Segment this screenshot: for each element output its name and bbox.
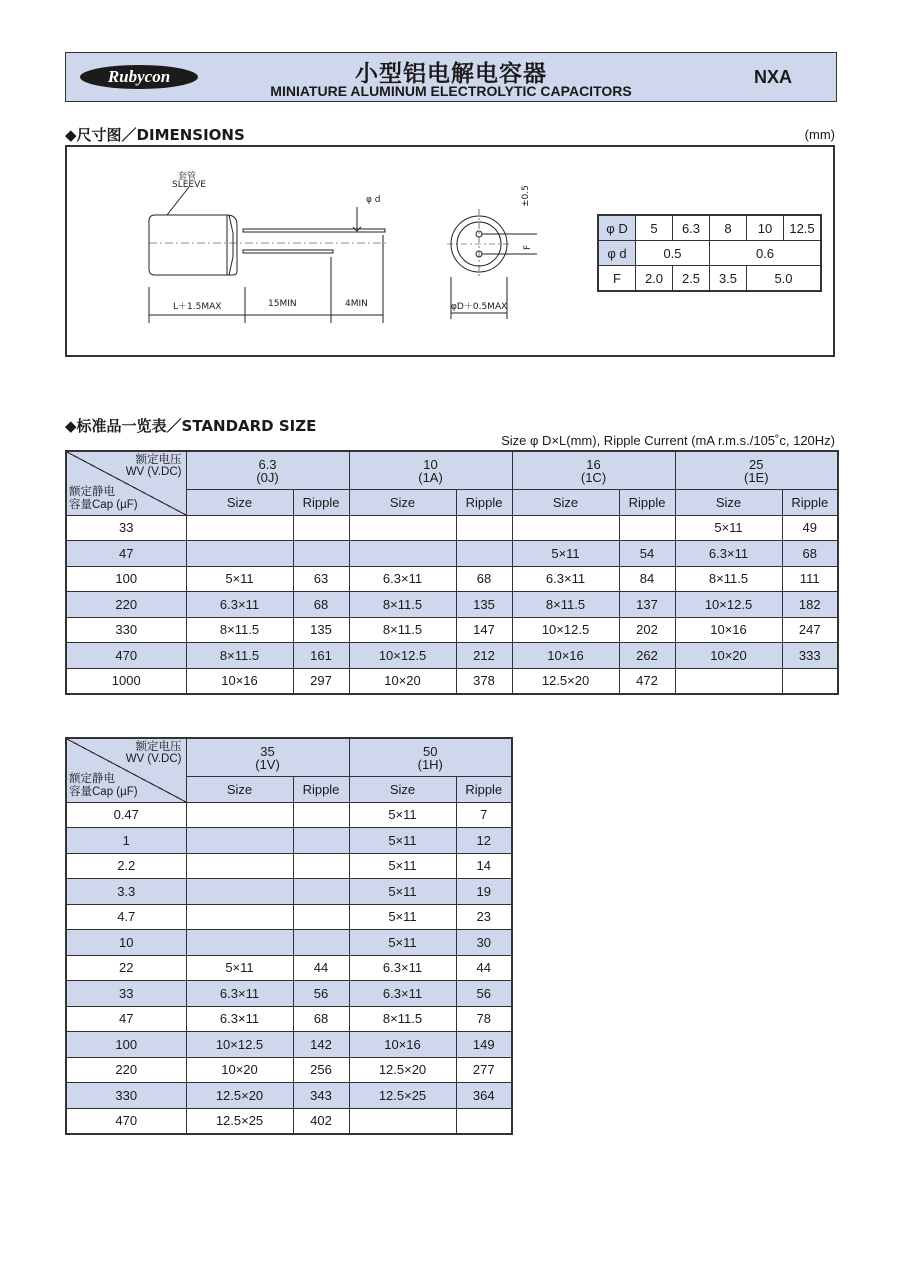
table-row [66,1057,512,1083]
size-cell: 6.3×11 [186,981,293,1007]
size-cell [186,828,293,854]
size-cell: 6.3×11 [349,955,456,981]
ripple-cell: 44 [293,955,349,981]
standard-size-table-1 [65,450,839,695]
voltage-header [512,451,675,490]
voltage-header-row [66,738,512,777]
table-row [66,515,838,541]
table-row [66,1006,512,1032]
ripple-cell: 56 [293,981,349,1007]
ripple-column-header: Ripple [782,490,838,516]
size-cell [349,541,456,567]
size-cell [186,515,293,541]
wv-label-cn: 额定电压 [135,454,182,466]
voltage-value: 16 [586,456,601,472]
wv-label-en: WV (V.DC) [125,753,182,765]
voltage-value: 35 [260,743,275,759]
table-row [66,643,838,669]
size-cell: 12.5×20 [186,1083,293,1109]
size-cell: 5×11 [675,515,782,541]
sleeve-label-cn: 套管 [178,172,197,182]
capacitance-cell: 33 [66,515,186,541]
capacitance-cell: 100 [66,566,186,592]
table-cell: 5 [636,215,673,241]
voltage-value: 10 [423,456,438,472]
ripple-cell: 84 [619,566,675,592]
voltage-header [349,451,512,490]
size-cell: 10×16 [349,1032,456,1058]
ripple-cell: 149 [456,1032,512,1058]
table-cell: 10 [747,215,784,241]
table-row [66,592,838,618]
ripple-cell: 247 [782,617,838,643]
ripple-cell: 68 [293,592,349,618]
dimensions-panel [65,145,835,357]
capacitance-cell: 1000 [66,668,186,694]
size-cell: 10×12.5 [675,592,782,618]
table-cell: 5.0 [747,266,822,292]
diameter-max-label: φD＋0.5MAX [451,302,508,312]
ripple-cell: 402 [293,1108,349,1134]
capacitance-cell: 33 [66,981,186,1007]
voltage-value: 25 [749,456,764,472]
lead-4min-label: 4MIN [345,299,368,309]
ripple-cell: 54 [619,541,675,567]
tolerance-label: ±0.5 [521,185,531,207]
size-cell: 12.5×25 [349,1083,456,1109]
cap-label [69,486,138,512]
size-cell: 10×20 [675,643,782,669]
table-cell: 8 [710,215,747,241]
wv-label [126,454,182,478]
capacitance-cell: 10 [66,930,186,956]
size-cell: 8×11.5 [349,617,456,643]
ripple-cell: 63 [293,566,349,592]
ripple-cell: 23 [456,904,512,930]
ripple-cell: 161 [293,643,349,669]
capacitance-cell: 4.7 [66,904,186,930]
table-row [66,1032,512,1058]
table-row [66,541,838,567]
ripple-cell: 472 [619,668,675,694]
ripple-cell: 19 [456,879,512,905]
ripple-cell [619,515,675,541]
cap-label-en: 容量Cap (µF) [69,498,138,511]
row-label-d: φ d [598,241,636,266]
capacitance-cell: 3.3 [66,879,186,905]
ripple-cell: 44 [456,955,512,981]
table-row [66,955,512,981]
capacitance-cell: 330 [66,617,186,643]
capacitance-cell: 470 [66,1108,186,1134]
voltage-code: (1H) [417,756,443,772]
capacitance-cell: 1 [66,828,186,854]
voltage-header [675,451,838,490]
size-column-header: Size [512,490,619,516]
ripple-cell: 277 [456,1057,512,1083]
ripple-cell: 147 [456,617,512,643]
voltage-header-row [66,451,838,490]
size-cell: 10×16 [186,668,293,694]
ripple-cell [293,828,349,854]
size-cell: 10×16 [675,617,782,643]
capacitance-cell: 220 [66,592,186,618]
ripple-cell [293,930,349,956]
voltage-code: (0J) [256,469,279,485]
voltage-header [186,738,349,777]
ripple-cell: 212 [456,643,512,669]
ripple-cell [293,879,349,905]
ripple-cell: 68 [293,1006,349,1032]
lead-dimension-table [597,214,822,292]
table-cell: 2.0 [636,266,673,292]
capacitor-dimension-drawing [67,147,537,347]
capacitance-cell: 330 [66,1083,186,1109]
series-code: NXA [753,67,792,87]
standard-size-table-2 [65,737,513,1135]
size-cell: 10×12.5 [186,1032,293,1058]
ripple-cell: 30 [456,930,512,956]
size-cell [186,802,293,828]
size-cell: 12.5×20 [512,668,619,694]
table-row [66,1108,512,1134]
ripple-cell: 256 [293,1057,349,1083]
size-cell: 6.3×11 [512,566,619,592]
ripple-cell: 137 [619,592,675,618]
table-row [66,904,512,930]
ripple-cell: 68 [782,541,838,567]
cap-label-en: 容量Cap (µF) [69,785,138,798]
ripple-column-header: Ripple [619,490,675,516]
size-cell [349,1108,456,1134]
size-cell: 5×11 [186,566,293,592]
ripple-cell: 333 [782,643,838,669]
size-cell: 6.3×11 [675,541,782,567]
lead-15min-label: 15MIN [268,299,297,309]
size-cell [675,668,782,694]
ripple-cell: 14 [456,853,512,879]
ripple-cell [293,541,349,567]
cap-label-cn: 额定静电 [69,485,115,498]
standard-size-note: Size φ D×L(mm), Ripple Current (mA r.m.s./105˚c, 120Hz) [501,433,835,448]
ripple-cell: 343 [293,1083,349,1109]
size-cell: 10×20 [349,668,456,694]
table-cell: 3.5 [710,266,747,292]
wv-label-cn: 额定电压 [135,741,182,753]
size-cell: 6.3×11 [349,566,456,592]
ripple-cell: 78 [456,1006,512,1032]
ripple-cell [293,853,349,879]
table-row [66,930,512,956]
cap-label [69,773,138,799]
capacitance-cell: 220 [66,1057,186,1083]
size-cell [349,515,456,541]
capacitance-cell: 47 [66,1006,186,1032]
wv-label [126,741,182,765]
ripple-cell: 297 [293,668,349,694]
ripple-cell [293,802,349,828]
size-cell: 5×11 [349,904,456,930]
ripple-cell: 378 [456,668,512,694]
size-cell: 6.3×11 [186,1006,293,1032]
table-row [66,879,512,905]
size-cell: 5×11 [349,802,456,828]
table-row [66,1083,512,1109]
size-cell: 5×11 [186,955,293,981]
table-cell: 0.6 [710,241,822,266]
table-row [66,617,838,643]
length-label: L＋1.5MAX [173,302,222,312]
voltage-header [349,738,512,777]
size-cell: 8×11.5 [186,617,293,643]
ripple-cell [293,904,349,930]
size-cell: 8×11.5 [512,592,619,618]
ripple-cell [456,1108,512,1134]
table-cell: 6.3 [673,215,710,241]
row-label-F: F [598,266,636,292]
voltage-code: (1C) [580,469,607,485]
ripple-cell: 142 [293,1032,349,1058]
size-column-header: Size [186,490,293,516]
table-cell: 12.5 [784,215,822,241]
ripple-cell: 12 [456,828,512,854]
ripple-cell: 111 [782,566,838,592]
cap-label-cn: 额定静电 [69,772,115,785]
header-banner [65,52,837,102]
ripple-column-header: Ripple [456,777,512,803]
size-cell: 5×11 [512,541,619,567]
ripple-cell: 262 [619,643,675,669]
ripple-cell: 68 [456,566,512,592]
voltage-value: 6.3 [258,456,277,472]
table-row [66,668,838,694]
table-row [66,853,512,879]
size-cell: 12.5×20 [349,1057,456,1083]
ripple-cell: 364 [456,1083,512,1109]
dimensions-heading: ◆尺寸图／DIMENSIONS [65,126,245,144]
capacitance-cell: 47 [66,541,186,567]
size-cell: 5×11 [349,879,456,905]
sleeve-label-en: SLEEVE [172,180,206,190]
size-cell: 5×11 [349,828,456,854]
size-cell [186,879,293,905]
size-column-header: Size [675,490,782,516]
size-cell: 10×12.5 [349,643,456,669]
size-cell [512,515,619,541]
capacitance-cell: 470 [66,643,186,669]
ripple-cell [293,515,349,541]
pitch-label: F [523,244,533,250]
capacitance-cell: 100 [66,1032,186,1058]
size-cell: 6.3×11 [349,981,456,1007]
ripple-column-header: Ripple [293,777,349,803]
capacitance-cell: 2.2 [66,853,186,879]
corner-header-cell [66,738,186,802]
ripple-column-header: Ripple [293,490,349,516]
standard-size-heading: ◆标准品一览表／STANDARD SIZE [65,417,317,435]
title-chinese: 小型铝电解电容器 [355,61,547,87]
size-cell: 6.3×11 [186,592,293,618]
size-cell: 5×11 [349,853,456,879]
title-english: MINIATURE ALUMINUM ELECTROLYTIC CAPACITORS [270,83,632,99]
corner-header-cell [66,451,186,515]
ripple-cell: 49 [782,515,838,541]
lead-diameter-label: φ d [366,195,381,205]
size-column-header: Size [349,490,456,516]
size-column-header: Size [186,777,293,803]
size-cell: 10×20 [186,1057,293,1083]
size-cell [186,930,293,956]
ripple-cell [456,541,512,567]
table-row [66,828,512,854]
unit-label: (mm) [804,127,835,142]
voltage-code: (1E) [743,469,769,485]
ripple-cell: 202 [619,617,675,643]
wv-label-en: WV (V.DC) [125,466,182,478]
voltage-code: (1A) [418,469,443,485]
ripple-cell: 182 [782,592,838,618]
voltage-header [186,451,349,490]
size-cell: 5×11 [349,930,456,956]
size-column-header: Size [349,777,456,803]
ripple-cell: 135 [293,617,349,643]
size-cell [186,853,293,879]
ripple-cell [456,515,512,541]
ripple-cell: 56 [456,981,512,1007]
row-label-D: φ D [598,215,636,241]
size-cell: 8×11.5 [186,643,293,669]
table-row [66,981,512,1007]
voltage-code: (1V) [255,756,280,772]
size-cell: 10×12.5 [512,617,619,643]
capacitance-cell: 0.47 [66,802,186,828]
size-cell: 8×11.5 [349,1006,456,1032]
rubycon-logo: Rubycon [80,65,198,89]
ripple-cell [782,668,838,694]
size-cell: 10×16 [512,643,619,669]
table-cell: 0.5 [636,241,710,266]
ripple-cell: 135 [456,592,512,618]
capacitance-cell: 22 [66,955,186,981]
ripple-column-header: Ripple [456,490,512,516]
table-row [66,802,512,828]
size-cell [186,541,293,567]
size-cell: 12.5×25 [186,1108,293,1134]
size-cell: 8×11.5 [675,566,782,592]
ripple-cell: 7 [456,802,512,828]
voltage-value: 50 [423,743,438,759]
size-cell: 8×11.5 [349,592,456,618]
size-cell [186,904,293,930]
table-row [66,566,838,592]
table-cell: 2.5 [673,266,710,292]
